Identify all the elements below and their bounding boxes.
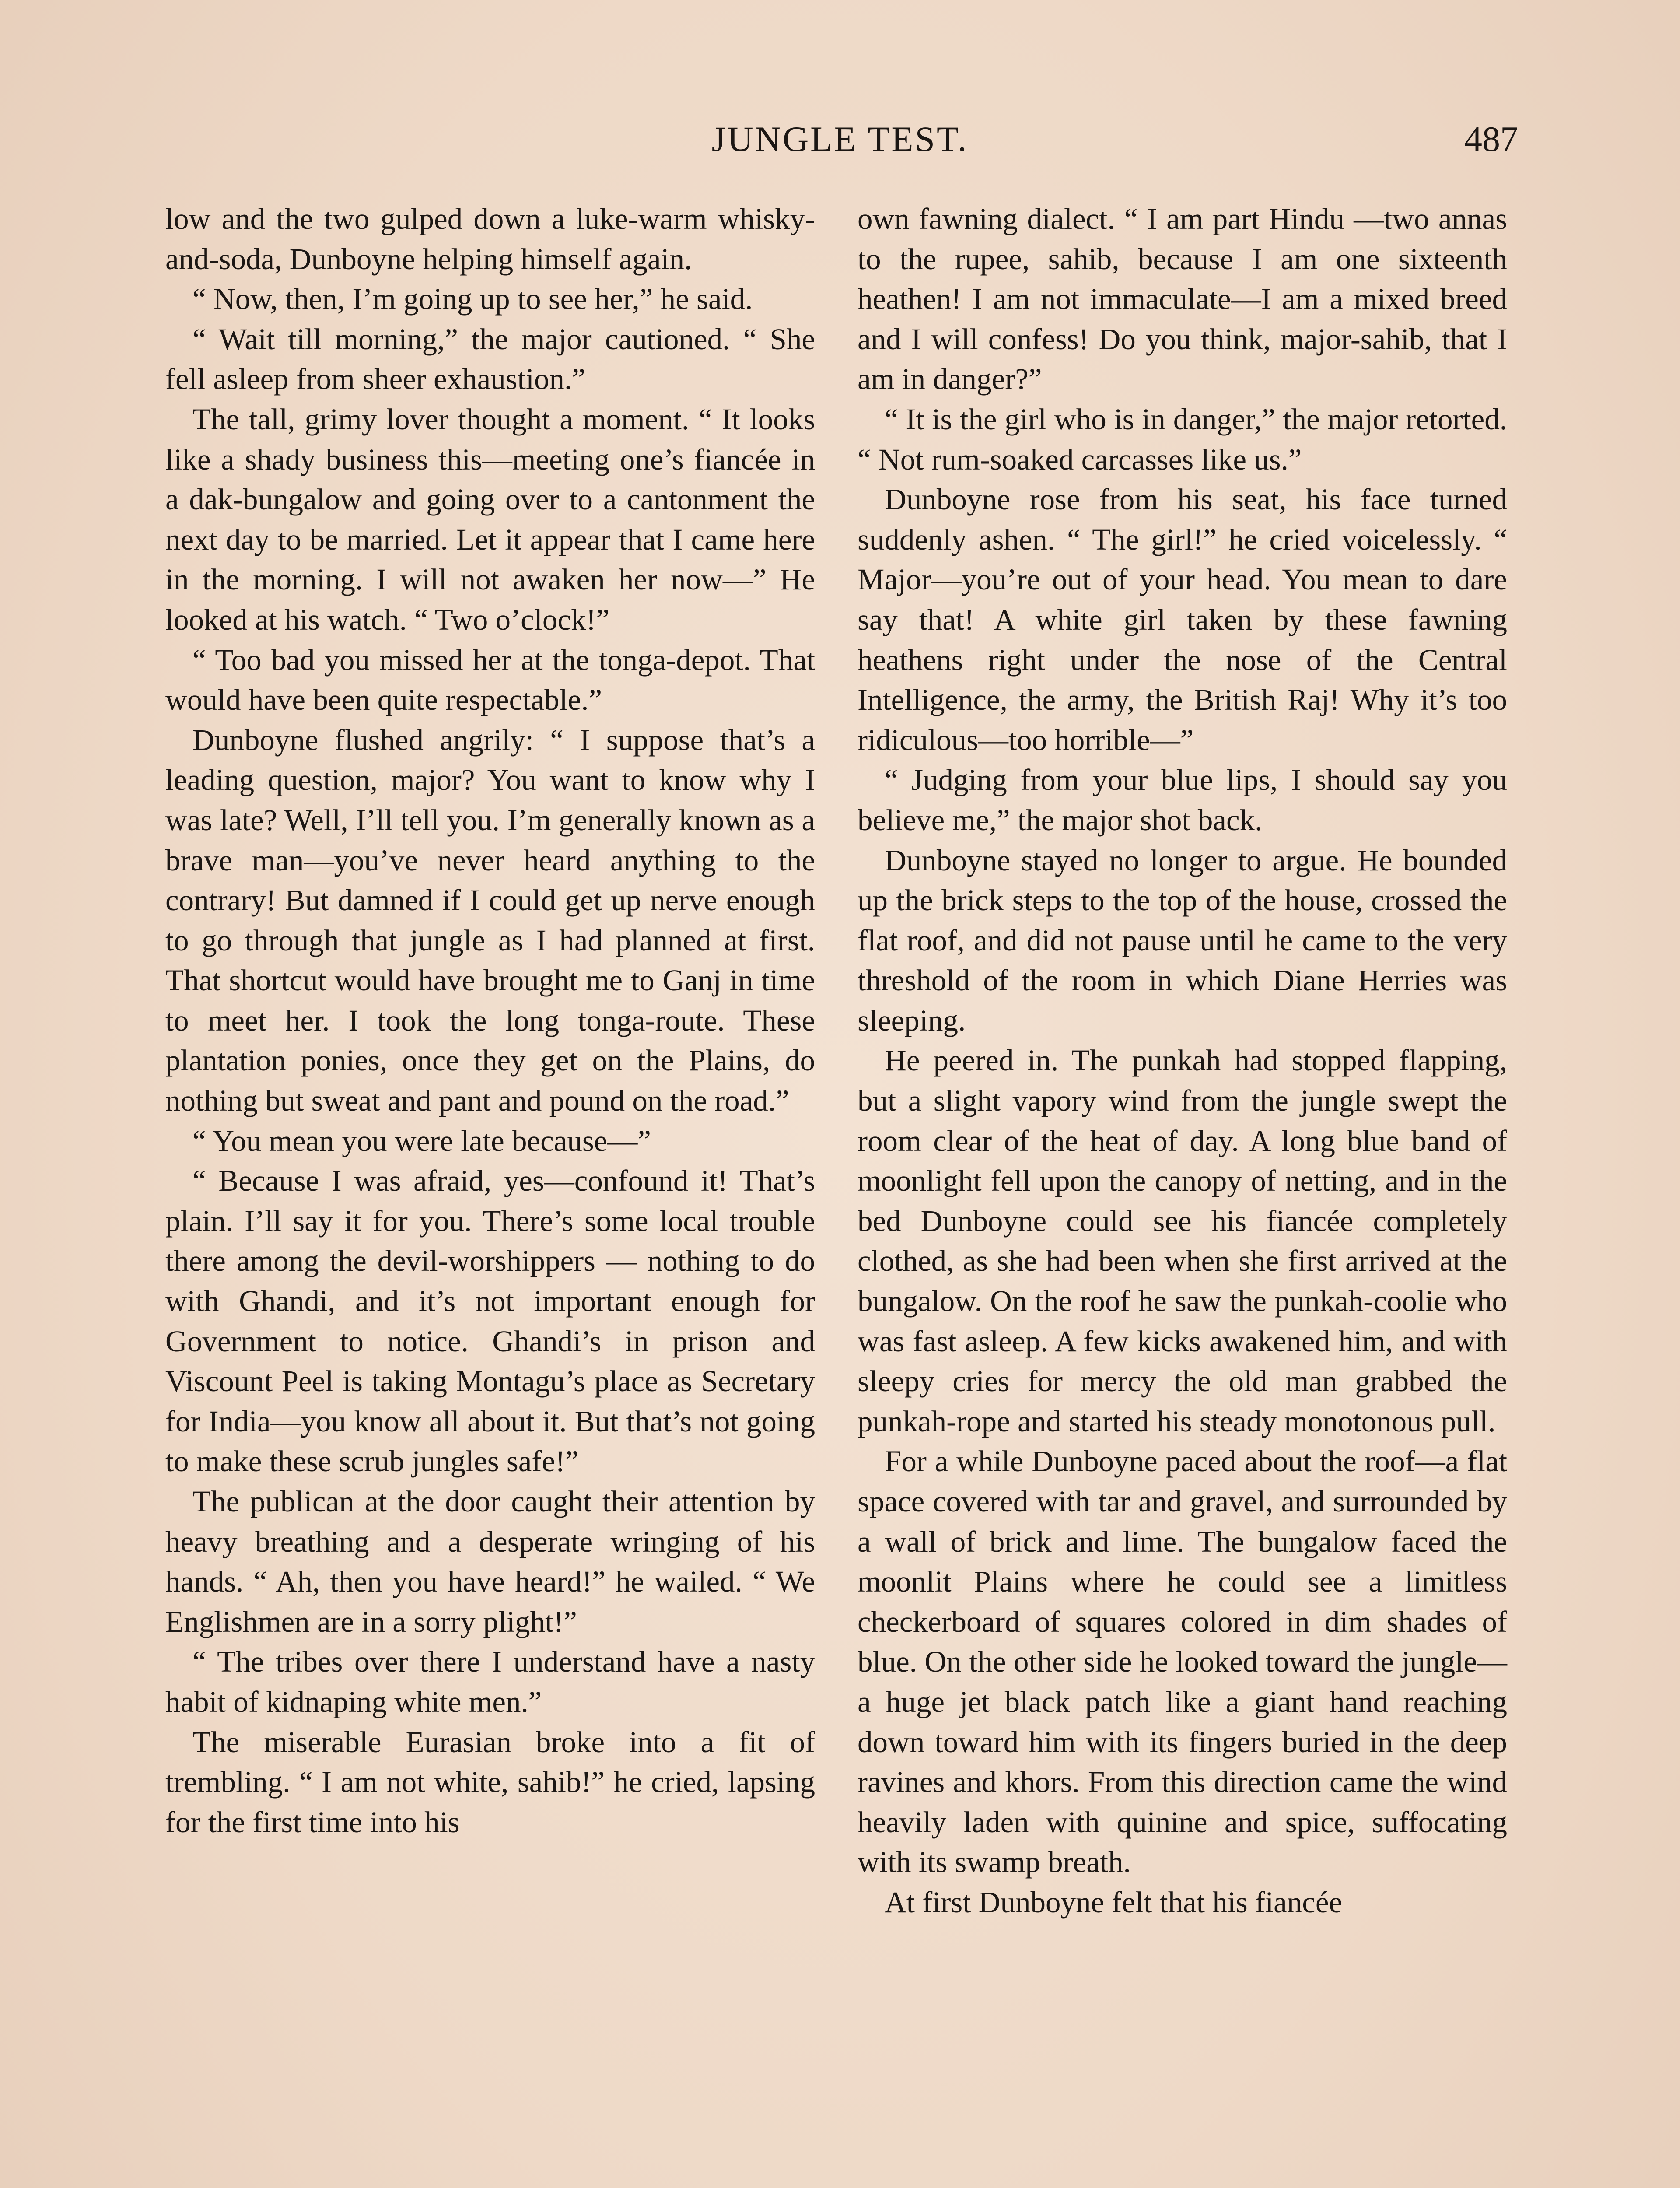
paragraph: “ Too bad you missed her at the tonga-depot. That would have been quite respectable.” <box>165 643 815 717</box>
page-number: 487 <box>1464 119 1518 159</box>
paragraph: At first Dunboyne felt that his fiancée <box>885 1885 1343 1919</box>
paragraph: “ You mean you were late because—” <box>192 1124 651 1157</box>
paragraph: “ Wait till morning,” the major cautioned. “ She fell asleep from sheer exhaustion.” <box>165 322 815 396</box>
paragraph: “ The tribes over there I understand have a nasty habit of kidnaping white men.” <box>165 1645 815 1718</box>
left-column <box>165 199 815 1842</box>
paragraph: Dunboyne flushed angrily: “ I suppose that’s a leading question, major? You want to know why I was late? Well, I’ll tell you. I’m generally known as a brave man—you’ve never heard anything to the contrary! But damned if I could get up nerve enough to go through that jungle as I had planned at first. That shortcut would have brought me to Ganj in time to meet her. I took the long tonga-route. These plantation ponies, once they get on the Plains, do nothing but sweat and pant and pound on the road.” <box>165 723 815 1118</box>
paragraph: “ Because I was afraid, yes—confound it! That’s plain. I’ll say it for you. There’s some local trouble there among the devil-worshippers — nothing to do with Ghandi, and it’s not important enough for Government to notice. Ghandi’s in prison and Viscount Peel is taking Montagu’s place as Secretary for India—you know all about it. But that’s not going to make these scrub jungles safe!” <box>165 1164 815 1478</box>
paragraph: “ Judging from your blue lips, I should say you believe me,” the major shot back. <box>858 763 1507 837</box>
paragraph: low and the two gulped down a luke-warm whisky-and-soda, Dunboyne helping himself again. <box>165 202 815 276</box>
paragraph: Dunboyne stayed no longer to argue. He bounded up the brick steps to the top of the house, crossed the flat roof, and did not pause until he came to the very threshold of the room in which Diane Herries was sleeping. <box>858 843 1507 1037</box>
paragraph: The tall, grimy lover thought a moment. “ It looks like a shady business this—meeting one’s fiancée in a dak-bungalow and going over to a cantonment the next day to be married. Let it appear that I came here in the morning. I will not awaken her now—” He looked at his watch. “ Two o’clock!” <box>165 402 815 636</box>
paragraph: “ Now, then, I’m going up to see her,” he said. <box>192 282 753 316</box>
running-title: JUNGLE TEST. <box>711 119 969 159</box>
paragraph: For a while Dunboyne paced about the roof—a flat space covered with tar and gravel, and surrounded by a wall of brick and lime. The bungalow faced the moonlit Plains where he could see a limitless checkerboard of squares colored in dim shades of blue. On the other side he looked toward the jungle—a huge jet black patch like a giant hand reaching down toward him with its fingers buried in the deep ravines and khors. From this direction came the wind heavily laden with quinine and spice, suffocating with its swamp breath. <box>858 1445 1507 1879</box>
paragraph: “ It is the girl who is in danger,” the major retorted. “ Not rum-soaked carcasses like us.” <box>858 402 1507 476</box>
paragraph: The publican at the door caught their attention by heavy breathing and a desperate wringing of his hands. “ Ah, then you have heard!” he wailed. “ We Englishmen are in a sorry plight!” <box>165 1485 815 1638</box>
paragraph: Dunboyne rose from his seat, his face turned suddenly ashen. “ The girl!” he cried voicelessly. “ Major—you’re out of your head. You mean to dare say that! A white girl taken by these fawning heathens right under the nose of the Central Intelligence, the army, the British Raj! Why it’s too ridiculous—too horrible—” <box>858 483 1507 757</box>
paragraph: The miserable Eurasian broke into a fit of trembling. “ I am not white, sahib!” he cried, lapsing for the first time into his <box>165 1725 815 1839</box>
right-column <box>858 199 1507 1923</box>
paragraph: own fawning dialect. “ I am part Hindu —two annas to the rupee, sahib, because I am one sixteenth heathen! I am not immaculate—I am a mixed breed and I will confess! Do you think, major-sahib, that I am in danger?” <box>858 202 1507 396</box>
page-header <box>162 117 1518 165</box>
paragraph: He peered in. The punkah had stopped flapping, but a slight vapory wind from the jungle swept the room clear of the heat of day. A long blue band of moonlight fell upon the canopy of netting, and in the bed Dunboyne could see his fiancée completely clothed, as she had been when she first arrived at the bungalow. On the roof he saw the punkah-coolie who was fast asleep. A few kicks awakened him, and with sleepy cries for mercy the old man grabbed the punkah-rope and started his steady monotonous pull. <box>858 1044 1507 1438</box>
